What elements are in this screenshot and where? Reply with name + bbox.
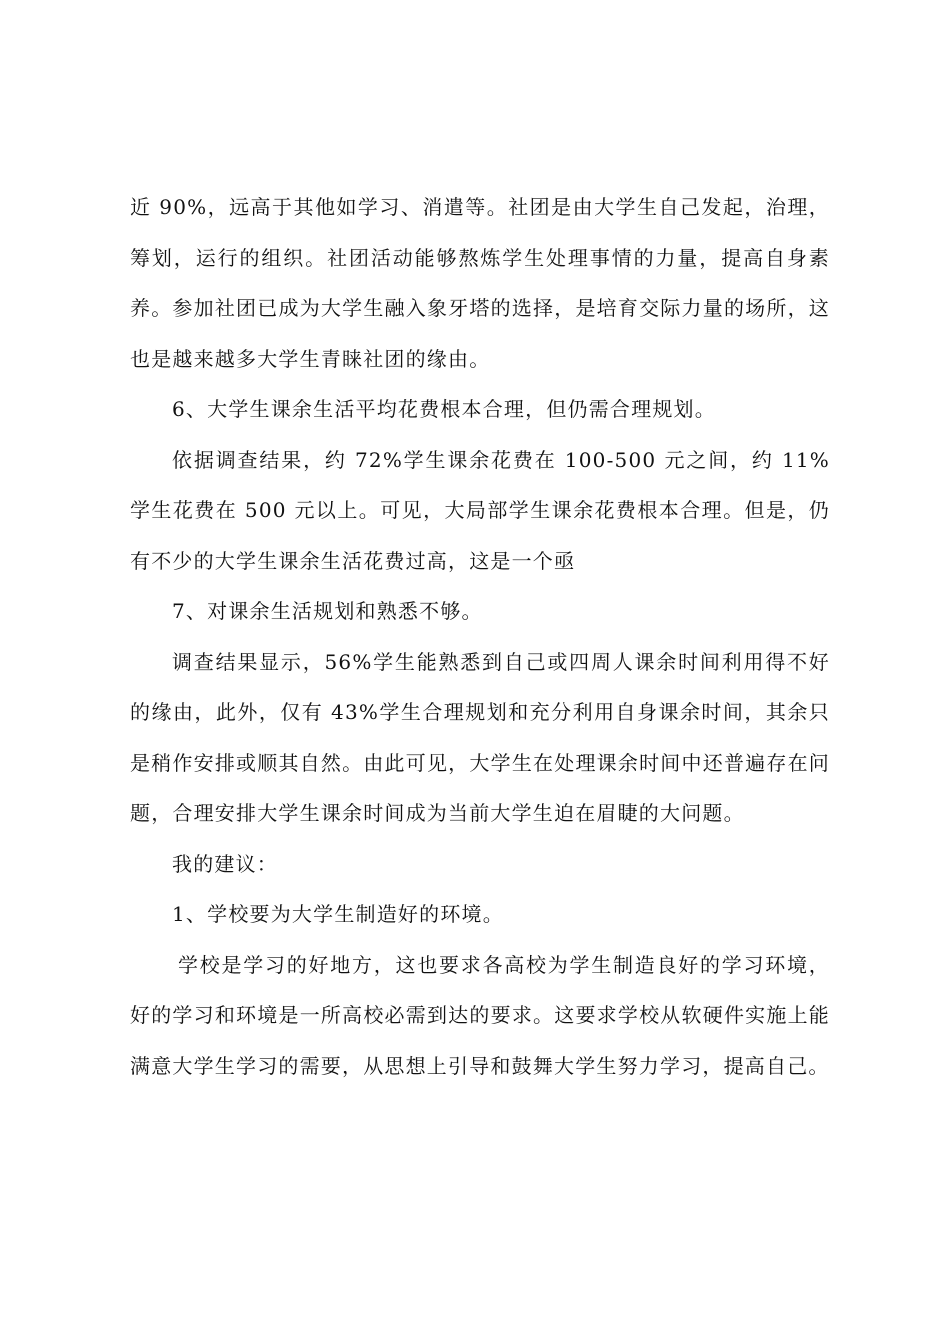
document-body xyxy=(130,182,830,1091)
paragraph-spending: 依据调查结果，约 72%学生课余花费在 100-500 元之间，约 11%学生花费在 500 元以上。可见，大局部学生课余花费根本合理。但是，仍有不少的大学生课余生活花费过高，这是一个亟 xyxy=(130,447,830,573)
paragraph-clubs-continued: 近 90%，远高于其他如学习、消遣等。社团是由大学生自己发起，治理，筹划，运行的组织。社团活动能够熬炼学生处理事情的力量，提高自身素养。参加社团已成为大学生融入象牙塔的选择，是培育交际力量的场所，这也是越来越多大学生青睐社团的缘由。 xyxy=(130,195,830,371)
heading-suggestions: 我的建议： xyxy=(172,851,278,876)
heading-suggestion-1: 1、学校要为大学生制造好的环境。 xyxy=(172,902,504,926)
paragraph-planning: 调查结果显示，56%学生能熟悉到自己或四周人课余时间利用得不好的缘由，此外，仅有 43%学生合理规划和充分利用自身课余时间，其余只是稍作安排或顺其自然。由此可见，大学生在处理课余时间中还普遍存在问题，合理安排大学生课余时间成为当前大学生迫在眉睫的大问题。 xyxy=(130,649,830,825)
paragraph-school-environment: 学校是学习的好地方，这也要求各高校为学生制造良好的学习环境，好的学习和环境是一所高校必需到达的要求。这要求学校从软硬件实施上能满意大学生学习的需要，从思想上引导和鼓舞大学生努力学习，提高自己。 xyxy=(130,952,830,1078)
heading-finding-6: 6、大学生课余生活平均花费根本合理，但仍需合理规划。 xyxy=(172,397,716,421)
heading-finding-7: 7、对课余生活规划和熟悉不够。 xyxy=(172,599,483,623)
